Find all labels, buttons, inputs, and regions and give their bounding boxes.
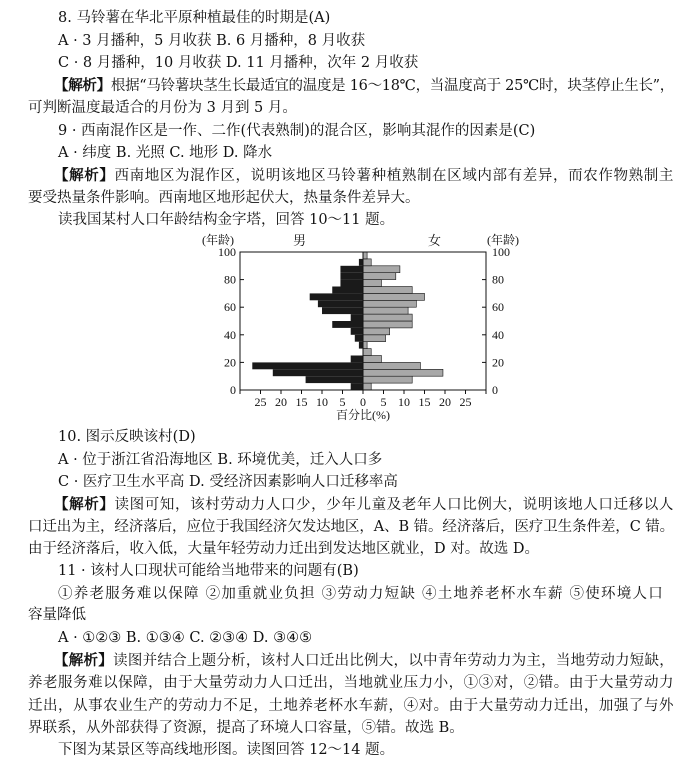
q8-analysis	[54, 76, 674, 96]
male-bar-15-20	[252, 362, 363, 369]
q8-stem: 8. 马铃薯在华北平原种植最佳的时期是(A)	[58, 10, 331, 26]
y-tick-label-left: 0	[230, 383, 236, 397]
analysis-tag: 【解析】	[54, 496, 115, 513]
male-bar-55-60	[322, 307, 363, 314]
intro-12-14: 下图为某景区等高线地形图。读图回答 12～14 题。	[58, 742, 395, 758]
female-bar-35-40	[363, 335, 386, 342]
female-bar-60-65	[363, 300, 416, 307]
male-bar-50-55	[351, 314, 363, 321]
male-bar-20-25	[351, 356, 363, 363]
female-bar-90-95	[363, 259, 371, 266]
y-tick-label-left: 40	[224, 327, 236, 342]
female-bar-80-85	[363, 273, 396, 280]
male-bar-90-95	[359, 259, 363, 266]
legend-female: 女	[428, 233, 442, 248]
male-bar-75-80	[340, 280, 363, 287]
q8-options-1: A · 3 月播种，5 月收获 B. 6 月播种，8 月收获	[58, 33, 366, 49]
male-bar-60-65	[318, 300, 363, 307]
x-tick-label: 0	[360, 395, 366, 409]
male-bar-35-40	[355, 335, 363, 342]
q11-analysis	[54, 651, 674, 671]
y-tick-label-right: 20	[492, 355, 504, 370]
female-bar-85-90	[363, 266, 400, 273]
analysis-tag: 【解析】	[54, 652, 114, 669]
q9-analysis-cont: 要受热量条件影响。西南地区地形起伏大，热量条件差异大。	[28, 190, 420, 206]
female-bar-45-50	[363, 321, 412, 328]
q10-analysis-cont: 口迁出为主，经济落后，应位于我国经济欠发达地区，A、B 错。经济落后，医疗卫生条件差，C 错。	[28, 519, 675, 535]
y-tick-label-right: 0	[492, 383, 498, 397]
x-tick-label: 25	[254, 395, 267, 409]
intro-10-11: 读我国某村人口年龄结构金字塔，回答 10～11 题。	[58, 212, 395, 228]
x-tick-label: 15	[295, 395, 308, 409]
female-bar-25-30	[363, 349, 371, 356]
male-bar-80-85	[340, 273, 363, 280]
female-bar-5-10	[363, 376, 412, 383]
q10-options-2: C · 医疗卫生水平高 D. 受经济因素影响人口迁移率高	[58, 474, 398, 490]
q11-items: ①养老服务难以保障 ②加重就业负担 ③劳动力短缺 ④土地养老杯水车薪 ⑤使环境人口	[58, 586, 665, 602]
q11-analysis-cont: 养老服务难以保障，由于大量劳动力人口迁出，当地就业压力小，①③对，②错。由于大量劳动力	[28, 675, 674, 691]
female-bar-95-100	[363, 252, 367, 259]
y-tick-label-right: 60	[492, 300, 504, 315]
male-bar-30-35	[359, 342, 363, 349]
q10-analysis-cont: 由于经济落后，收入低，大量年轻劳动力迁出到发达地区就业，D 对。故选 D。	[28, 541, 539, 557]
y-tick-label-right: 40	[492, 327, 504, 342]
population-pyramid-chart	[200, 230, 530, 422]
female-bar-55-60	[363, 307, 408, 314]
female-bar-50-55	[363, 314, 412, 321]
q8-options-2: C · 8 月播种，10 月收获 D. 11 月播种，次年 2 月收获	[58, 55, 419, 71]
y-tick-label-right: 80	[492, 272, 504, 287]
x-tick-label: 15	[418, 395, 431, 409]
x-tick-label: 20	[275, 395, 287, 409]
analysis-text: 西南地区为混作区，说明该地区马铃薯种植熟制在区域内部有差异，而农作物熟制主	[114, 168, 675, 184]
x-tick-label: 10	[316, 395, 328, 409]
y-tick-label-left: 100	[218, 245, 236, 259]
male-bar-40-45	[351, 328, 363, 335]
female-bar-15-20	[363, 362, 420, 369]
legend-male: 男	[293, 233, 307, 248]
q9-analysis	[54, 166, 674, 186]
q11-items-cont: 容量降低	[28, 607, 86, 623]
x-tick-label: 10	[398, 395, 410, 409]
female-bar-0-5	[363, 383, 371, 390]
male-bar-85-90	[340, 266, 363, 273]
female-bar-75-80	[363, 280, 381, 287]
q9-options: A · 纬度 B. 光照 C. 地形 D. 降水	[58, 145, 273, 161]
male-bar-5-10	[306, 376, 363, 383]
male-bar-70-75	[332, 287, 363, 294]
q11-stem: 11 · 该村人口现状可能给当地带来的问题有(B)	[58, 563, 359, 579]
analysis-text: 根据“马铃薯块茎生长最适宜的温度是 16～18℃，当温度高于 25℃时，块茎停止生长”，	[110, 78, 675, 94]
male-bar-10-15	[273, 369, 363, 376]
analysis-tag: 【解析】	[54, 167, 115, 184]
female-bar-30-35	[363, 342, 367, 349]
female-bar-65-70	[363, 293, 425, 300]
q8-analysis-cont: 可判断温度最适合的月份为 3 月到 5 月。	[28, 100, 297, 116]
y-tick-label-right: 100	[492, 245, 510, 259]
q11-analysis-cont: 界联系，从外部获得了资源，提高了环境人口容量，⑤错。故选 B。	[28, 720, 464, 736]
female-bar-40-45	[363, 328, 390, 335]
analysis-tag: 【解析】	[54, 77, 111, 94]
analysis-text: 读图并结合上题分析，该村人口迁出比例大，以中青年劳动力为主，当地劳动力短缺，	[113, 653, 675, 669]
y-axis-label-right: (年龄)	[487, 233, 519, 247]
x-tick-label: 5	[339, 395, 346, 409]
female-bar-70-75	[363, 287, 412, 294]
male-bar-45-50	[332, 321, 363, 328]
x-axis-label: 百分比(%)	[336, 408, 390, 422]
q10-stem: 10. 图示反映该村(D)	[58, 429, 196, 445]
q10-analysis	[54, 495, 674, 515]
q11-analysis-cont: 迁出，从事农业生产的劳动力不足，土地养老杯水车薪，④对。由于大量劳动力迁出，加强了与外	[28, 698, 674, 714]
female-bar-20-25	[363, 356, 381, 363]
x-tick-label: 25	[459, 395, 472, 409]
y-tick-label-left: 60	[224, 300, 236, 315]
q11-options: A · ①②③ B. ①③④ C. ②③④ D. ③④⑤	[58, 630, 313, 646]
male-bar-0-5	[351, 383, 363, 390]
x-tick-label: 5	[380, 395, 387, 409]
male-bar-65-70	[310, 293, 363, 300]
q9-stem: 9 · 西南混作区是一作、二作(代表熟制)的混合区，影响其混作的因素是(C)	[58, 123, 536, 139]
female-bar-10-15	[363, 369, 443, 376]
y-axis-label-left: (年龄)	[202, 233, 234, 247]
y-tick-label-left: 20	[224, 355, 236, 370]
analysis-text: 读图可知，该村劳动力人口少，少年儿童及老年人口比例大，说明该地人口迁移以人	[114, 497, 675, 513]
q10-options-1: A · 位于浙江省沿海地区 B. 环境优美，迁入人口多	[58, 452, 383, 468]
x-tick-label: 20	[439, 395, 451, 409]
y-tick-label-left: 80	[224, 272, 236, 287]
